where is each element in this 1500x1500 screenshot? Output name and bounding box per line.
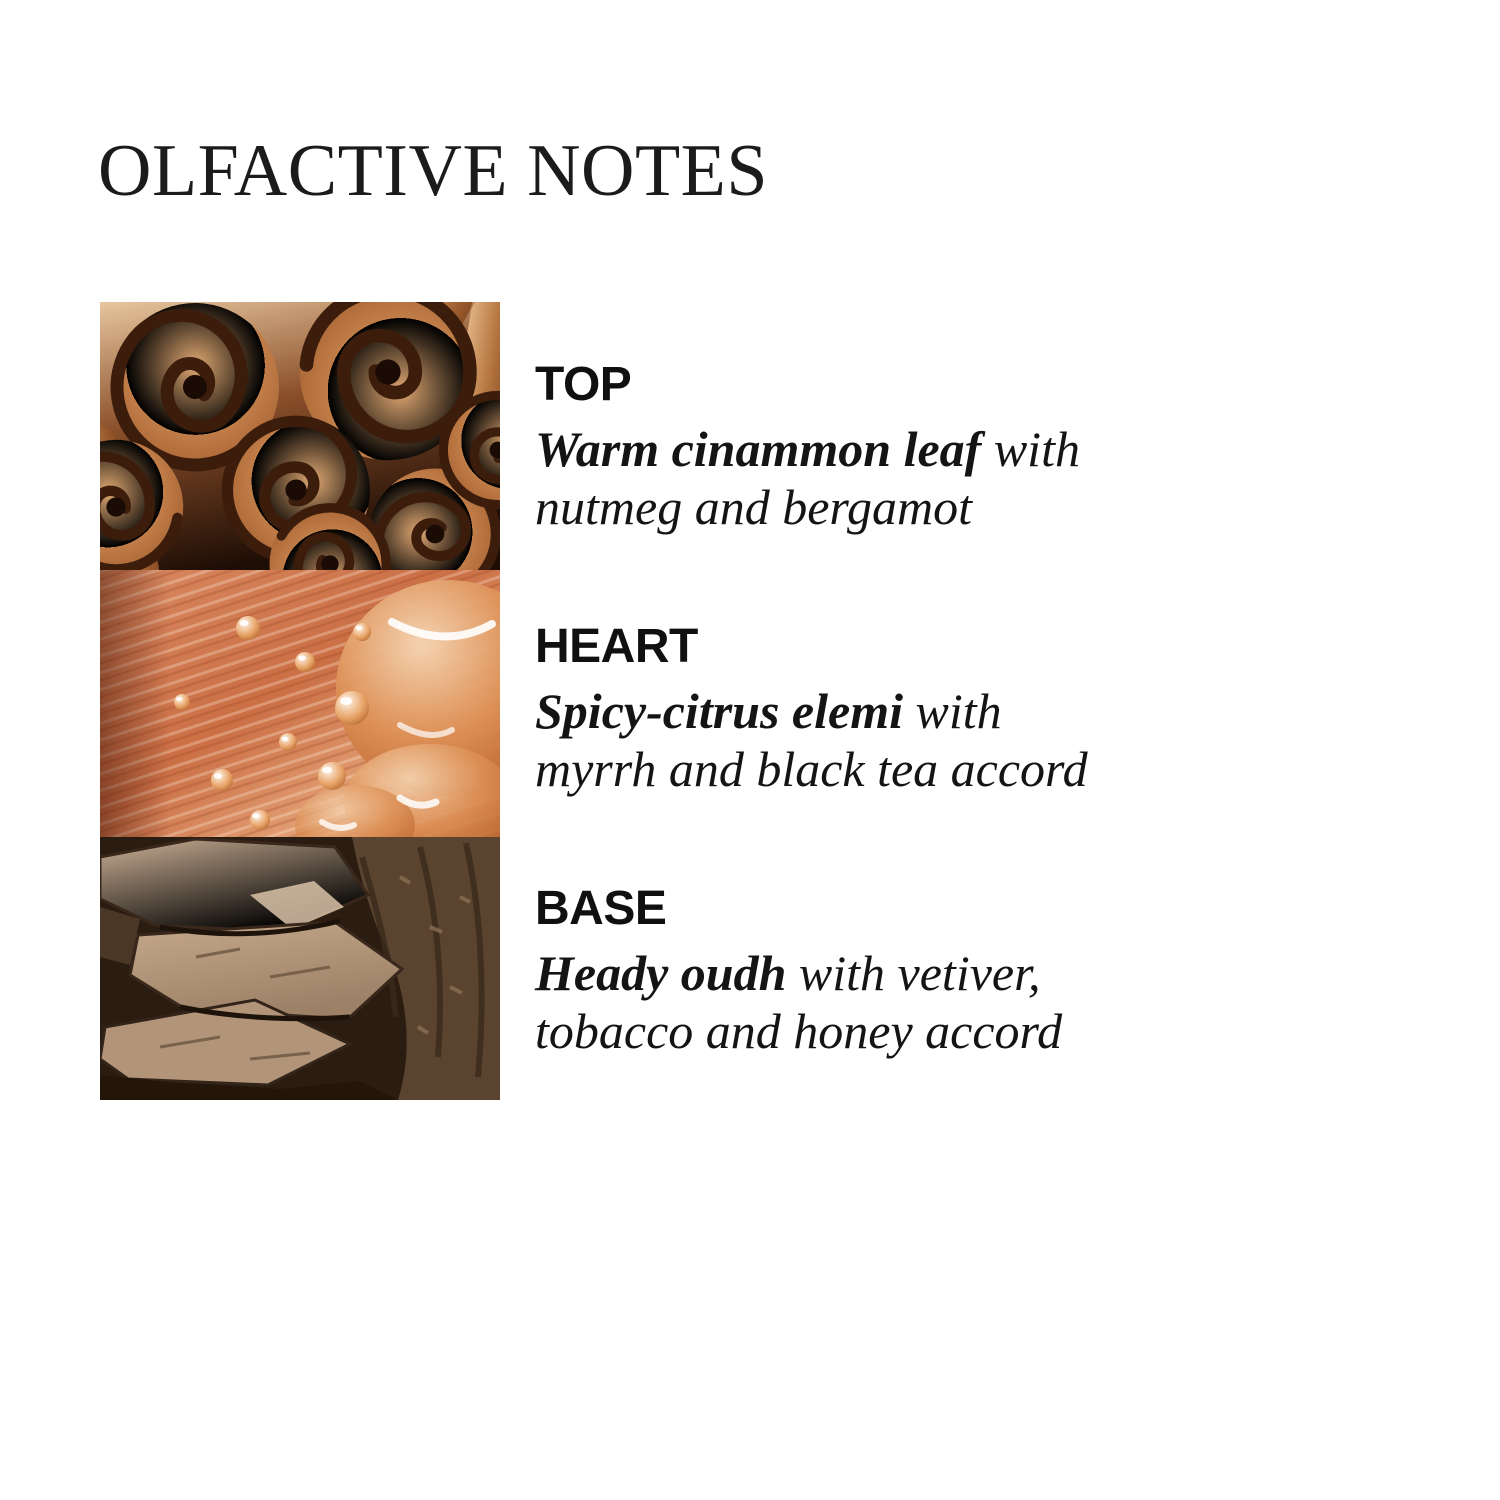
- note-line: myrrh and black tea accord: [535, 741, 1088, 797]
- note-line: nutmeg and bergamot: [535, 479, 972, 535]
- cinnamon-sticks-photo: [100, 302, 500, 570]
- note-heading-heart: HEART: [535, 620, 698, 673]
- oudh-bark-photo: [100, 837, 500, 1100]
- note-line: tobacco and honey accord: [535, 1003, 1063, 1059]
- note-line: Spicy-citrus elemi with: [535, 683, 1002, 739]
- note-section-top: [535, 358, 1185, 536]
- note-heading-top: TOP: [535, 358, 632, 411]
- note-description-heart: [535, 682, 1185, 798]
- page-title: OLFACTIVE NOTES: [98, 129, 769, 212]
- note-description-top: [535, 420, 1185, 536]
- note-section-base: [535, 882, 1185, 1060]
- note-line: Warm cinammon leaf with: [535, 421, 1080, 477]
- note-description-base: [535, 944, 1185, 1060]
- elemi-resin-photo: [100, 570, 500, 837]
- note-section-heart: [535, 620, 1185, 798]
- note-heading-base: BASE: [535, 882, 667, 935]
- note-photos-column: [100, 302, 500, 1100]
- note-line: Heady oudh with vetiver,: [535, 945, 1041, 1001]
